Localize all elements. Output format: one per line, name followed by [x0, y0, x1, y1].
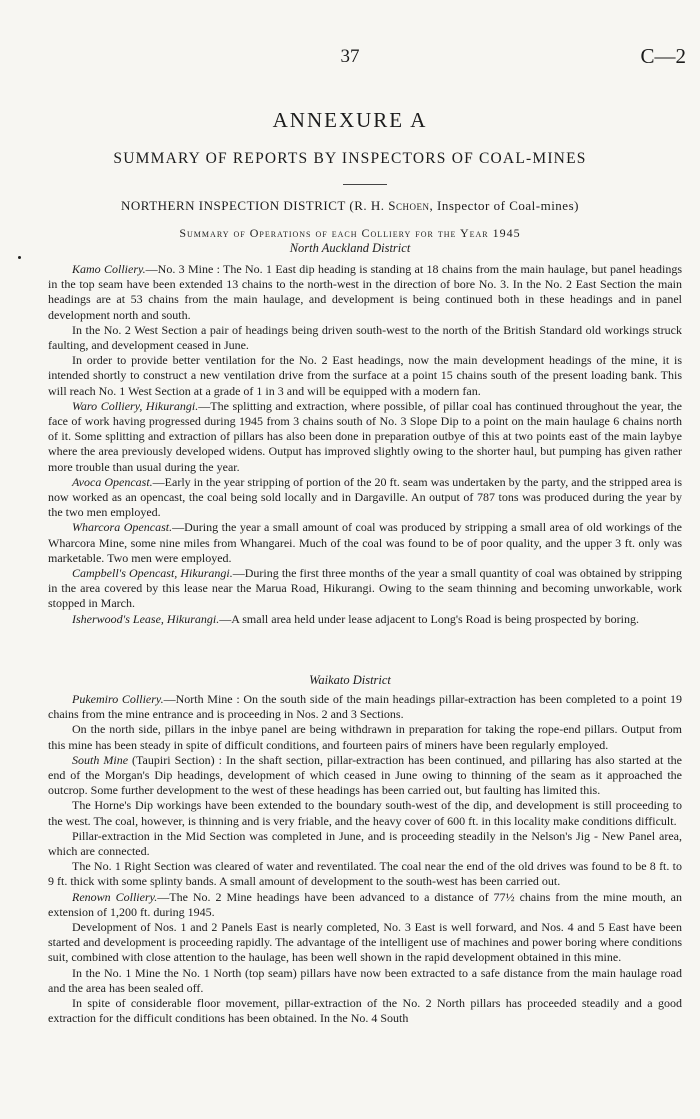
- paragraph-panels: Development of Nos. 1 and 2 Panels East is nearly completed, No. 3 East is well forward, and Nos. 4 and 5 East have been started and development is proceeding rapidly. The advantage of the intelligent use of machines and power boring where conditions suit, combined with close attention to the haulage, has been well shown in the rapid development obtained in this mine.: [48, 920, 682, 965]
- district-heading: [0, 198, 700, 214]
- district-heading-main: NORTHERN INSPECTION DISTRICT (R. H.: [121, 198, 385, 213]
- isherwood-lease-name: Isherwood's Lease, Hikurangi.: [72, 611, 220, 626]
- pukemiro-colliery-name: Pukemiro Colliery.: [72, 692, 164, 706]
- kamo-colliery-name: Kamo Colliery.: [72, 262, 146, 276]
- page-number: 37: [340, 46, 360, 67]
- paragraph-renown: [48, 890, 682, 920]
- summary-title: SUMMARY OF REPORTS BY INSPECTORS OF COAL-MINES: [113, 150, 587, 167]
- annexure-title: ANNEXURE A: [272, 108, 428, 132]
- paragraph-no1-mine: In the No. 1 Mine the No. 1 North (top seam) pillars have now been extracted to a safe distance from the main haulage road and the area has been sealed off.: [48, 965, 682, 995]
- paragraph-pukemiro: [48, 692, 682, 722]
- wharcora-text: —During the year a small amount of coal was produced by stripping a small area of old workings of the Wharcora Mine, some nine miles from Whangarei. Much of the coal was found to be of poor quality, and the upper 3 ft. only was marketable. Two men were employed.: [48, 520, 682, 565]
- paragraph-mid-section: Pillar-extraction in the Mid Section was completed in June, and is proceeding steadily in the Nelson's Jig - New Panel area, which are connected.: [48, 828, 682, 859]
- paragraph-hornes-dip: The Horne's Dip workings have been extended to the boundary south-west of the dip, and development is still proceeding to the west. The coal, however, is thinning and is very friable, and the heavy cover of 600 ft. in this locality make conditions difficult.: [48, 798, 682, 828]
- paragraph-south-mine: [48, 753, 682, 799]
- operations-heading: Summary of Operations of each Colliery for the Year 1945: [179, 226, 521, 240]
- paragraph-floor-movement: In spite of considerable floor movement, pillar-extraction of the No. 2 North pillars has proceeded steadily and a good extraction for the difficult conditions has been obtained. In the No. 4 South: [48, 996, 682, 1026]
- campbell-text: —During the first three months of the year a small quantity of coal was obtained by stripping in the area covered by this lease near the Marua Road, Hikurangi. Owing to the seam thinning and becoming unworkable, work stopped in March.: [48, 566, 682, 611]
- waro-colliery-name: Waro Colliery, Hikurangi.: [72, 398, 199, 413]
- paragraph-kamo-west: In the No. 2 West Section a pair of headings being driven south-west to the north of the British Standard old workings struck faulting, and development ceased in June.: [48, 322, 682, 353]
- paragraph-wharcora: [48, 520, 682, 566]
- paragraph-kamo: [48, 262, 682, 323]
- renown-colliery-name: Renown Colliery.: [72, 889, 158, 904]
- waikato-section: [48, 692, 682, 1026]
- inspector-name: Schoen: [388, 198, 430, 213]
- paragraph-campbell: [48, 566, 682, 612]
- campbell-opencast-name: Campbell's Opencast, Hikurangi.: [72, 566, 233, 581]
- paragraph-avoca: [48, 475, 682, 521]
- title-rule: [343, 184, 387, 185]
- paragraph-right-section: The No. 1 Right Section was cleared of water and reventilated. The coal near the end of the old drives was found to be 8 ft. to 9 ft. thick with some splinty bands. A small amount of development to the south-west has been carried out.: [48, 859, 682, 889]
- paragraph-waro: [48, 399, 682, 475]
- renown-text: —The No. 2 Mine headings have been advanced to a distance of 77½ chains from the mine mouth, an extension of 1,200 ft. during 1945.: [48, 889, 682, 919]
- document-reference: C—2: [640, 44, 686, 68]
- kamo-text: —No. 3 Mine : The No. 1 East dip heading is standing at 18 chains from the main haulage, but panel headings in the top seam have been extended 13 chains to the north-west in the direction of bore No. 3. In the No. 2 East Section the main headings are at 53 chains from the main haulage, and development is being continued both in these headings and in panel development north and south.: [48, 262, 682, 322]
- pukemiro-text: —North Mine : On the south side of the main headings pillar-extraction has been completed to a point 19 chains from the mine entrance and is proceeding in Nos. 2 and 3 Sections.: [48, 692, 683, 722]
- avoca-text: —Early in the year stripping of portion of the 20 ft. seam was undertaken by the party, and the stripped area is now worked as an opencast, the coal being sold locally and in Dargaville. An output of 787 tons was produced during the year by the two men employed.: [48, 474, 682, 520]
- south-mine-name: South Mine: [72, 752, 129, 767]
- paragraph-isherwood: [48, 612, 682, 627]
- isherwood-text: —A small area held under lease adjacent to Long's Road is being prospected by boring.: [219, 611, 639, 626]
- paragraph-pukemiro-north: On the north side, pillars in the inbye panel are being withdrawn in preparation for taking the rope-end pillars. Output from this mine has been steady in spite of difficult conditions, and fourteen pairs of miners have been regularly employed.: [48, 722, 682, 752]
- south-mine-text: (Taupiri Section) : In the shaft section, pillar-extraction has been continued, and pillaring has also started at the end of the Morgan's Dip headings, development of which ceased in June owing to thinning of the seam as it approached the outcrop. Some further development to the west of these headings has been carried out, but faulting has limited this.: [48, 752, 682, 798]
- paragraph-kamo-ventilation: In order to provide better ventilation for the No. 2 East headings, now the main development headings of the mine, it is intended shortly to construct a new ventilation drive from the surface at a point 15 chains south of the present loading bank. This will reach No. 1 West Section at a grade of 1 in 3 and will be equipped with a modern fan.: [48, 353, 682, 398]
- north-auckland-heading: North Auckland District: [289, 241, 411, 255]
- waikato-heading: Waikato District: [309, 673, 391, 687]
- margin-mark: [18, 256, 21, 259]
- district-heading-tail: , Inspector of Coal-mines): [429, 198, 579, 213]
- north-auckland-section: [48, 262, 682, 627]
- avoca-opencast-name: Avoca Opencast.: [72, 474, 153, 489]
- wharcora-opencast-name: Wharcora Opencast.: [72, 520, 173, 535]
- waro-text: —The splitting and extraction, where possible, of pillar coal has continued throughout the year, the face of work having progressed during 1945 from 3 chains south of No. 3 Slope Dip to a point on the main haulage 6 chains north of it. Some splitting and extraction of pillars has also been done in preparation outbye of this at two points east of the main laybye where the area previously developed widens. Output has improved slightly owing to the shorter haul, but pumping has given rather more trouble than usual during the year.: [48, 398, 682, 474]
